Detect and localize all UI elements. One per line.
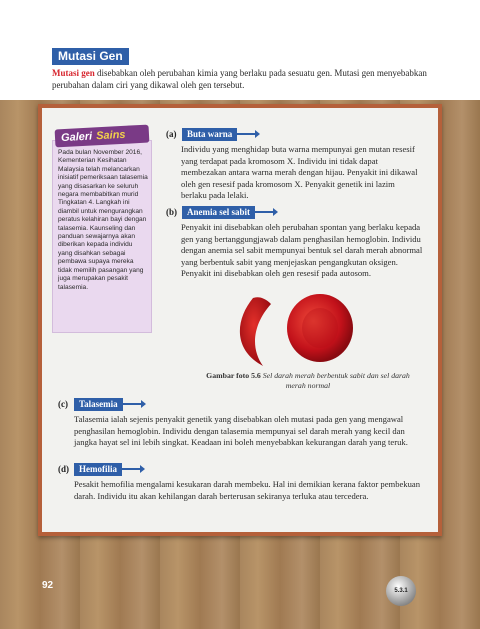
item-a-text: Individu yang menghidap buta warna mempunyai gen mutan resesif yang terdapat pada kromosom X. Individu ini tidak dapat membezakan antara warna merah dengan hijau. Penyakit ini dikawal oleh gen resesif pada kromosom X. Penyakit genetik ini lazim berlaku pada lelaki. bbox=[181, 144, 418, 200]
item-c-title: Talasemia bbox=[74, 398, 123, 411]
item-a-title: Buta warna bbox=[182, 128, 237, 141]
item-d-letter: (d) bbox=[58, 464, 69, 474]
section-title: Mutasi Gen bbox=[52, 48, 129, 65]
sickle-cell-shape bbox=[240, 297, 271, 366]
item-d-arrow bbox=[122, 468, 142, 470]
figure-caption bbox=[198, 371, 418, 391]
red-blood-cell-illustration bbox=[225, 290, 385, 370]
item-c-text: Talasemia ialah sejenis penyakit genetik yang disebabkan oleh mutasi pada gen yang mengawal penghasilan hemoglobin. Individu dengan talasemia mempunyai sel darah merah yang kecil dan jangka hayat sel ini lebih singkat. Keadaan ini boleh menyebabkan kekurangan darah yang teruk. bbox=[74, 414, 408, 447]
item-a-letter: (a) bbox=[166, 129, 177, 139]
intro-paragraph bbox=[52, 67, 442, 91]
item-d-title: Hemofilia bbox=[74, 463, 122, 476]
item-b-arrow bbox=[255, 211, 275, 213]
galeri-sains-text: Pada bulan November 2016, Kementerian Kesihatan Malaysia telah melancarkan inisiatif pemeriksaan talasemia yang disasarkan ke seluruh negara membabitkan murid Tingkatan 4. Langkah ini diambil untuk mengurangkan peratus kelahiran bayi dengan talasemia. Kaunseling dan panduan sewajarnya akan diberikan kepada individu yang disahkan sebagai pembawa supaya mereka tidak memilih pasangan yang juga merupakan pesakit talasemia. bbox=[58, 149, 148, 291]
item-c-arrow bbox=[123, 403, 143, 405]
intro-text: disebabkan oleh perubahan kimia yang berlaku pada sesuatu gen. Mutasi gen menyebabkan perubahan dalam ciri yang dikawal oleh gen tersebut. bbox=[52, 68, 427, 90]
item-b-title: Anemia sel sabit bbox=[182, 206, 255, 219]
item-d-heading bbox=[58, 462, 142, 476]
item-a-heading bbox=[166, 127, 257, 141]
item-a-arrow bbox=[237, 133, 257, 135]
figure-label: Gambar foto 5.6 bbox=[206, 371, 261, 380]
figure-caption-text: Sel darah merah berbentuk sabit dan sel darah merah normal bbox=[260, 371, 410, 390]
item-b-letter: (b) bbox=[166, 207, 177, 217]
red-blood-cell-figure bbox=[225, 290, 385, 370]
galeri-badge-word1: Galeri bbox=[60, 130, 93, 145]
intro-keyword: Mutasi gen bbox=[52, 68, 95, 78]
standard-badge: 5.3.1 bbox=[386, 576, 416, 606]
item-b-heading bbox=[166, 205, 275, 219]
item-b-text: Penyakit ini disebabkan oleh perubahan spontan yang berlaku kepada gen yang bertanggungjawab dalam penghasilan hemoglobin. Individu dengan anemia sel sabit mempunyai bentuk sel darah merah abnormal yang berbentuk sabit yang menjejaskan pengangkutan oksigen. Penyakit ini disebabkan oleh gen resesif pada autosom. bbox=[181, 222, 423, 278]
item-c-heading bbox=[58, 397, 143, 411]
galeri-badge-word2: Sains bbox=[95, 128, 126, 143]
item-d-text: Pesakit hemofilia mengalami kesukaran darah membeku. Hal ini demikian kerana faktor pembekuan darah. Individu itu akan kehilangan darah berterusan sekiranya terluka atau tercedera. bbox=[74, 479, 421, 501]
page-number: 92 bbox=[42, 580, 54, 591]
item-c-letter: (c) bbox=[58, 399, 68, 409]
